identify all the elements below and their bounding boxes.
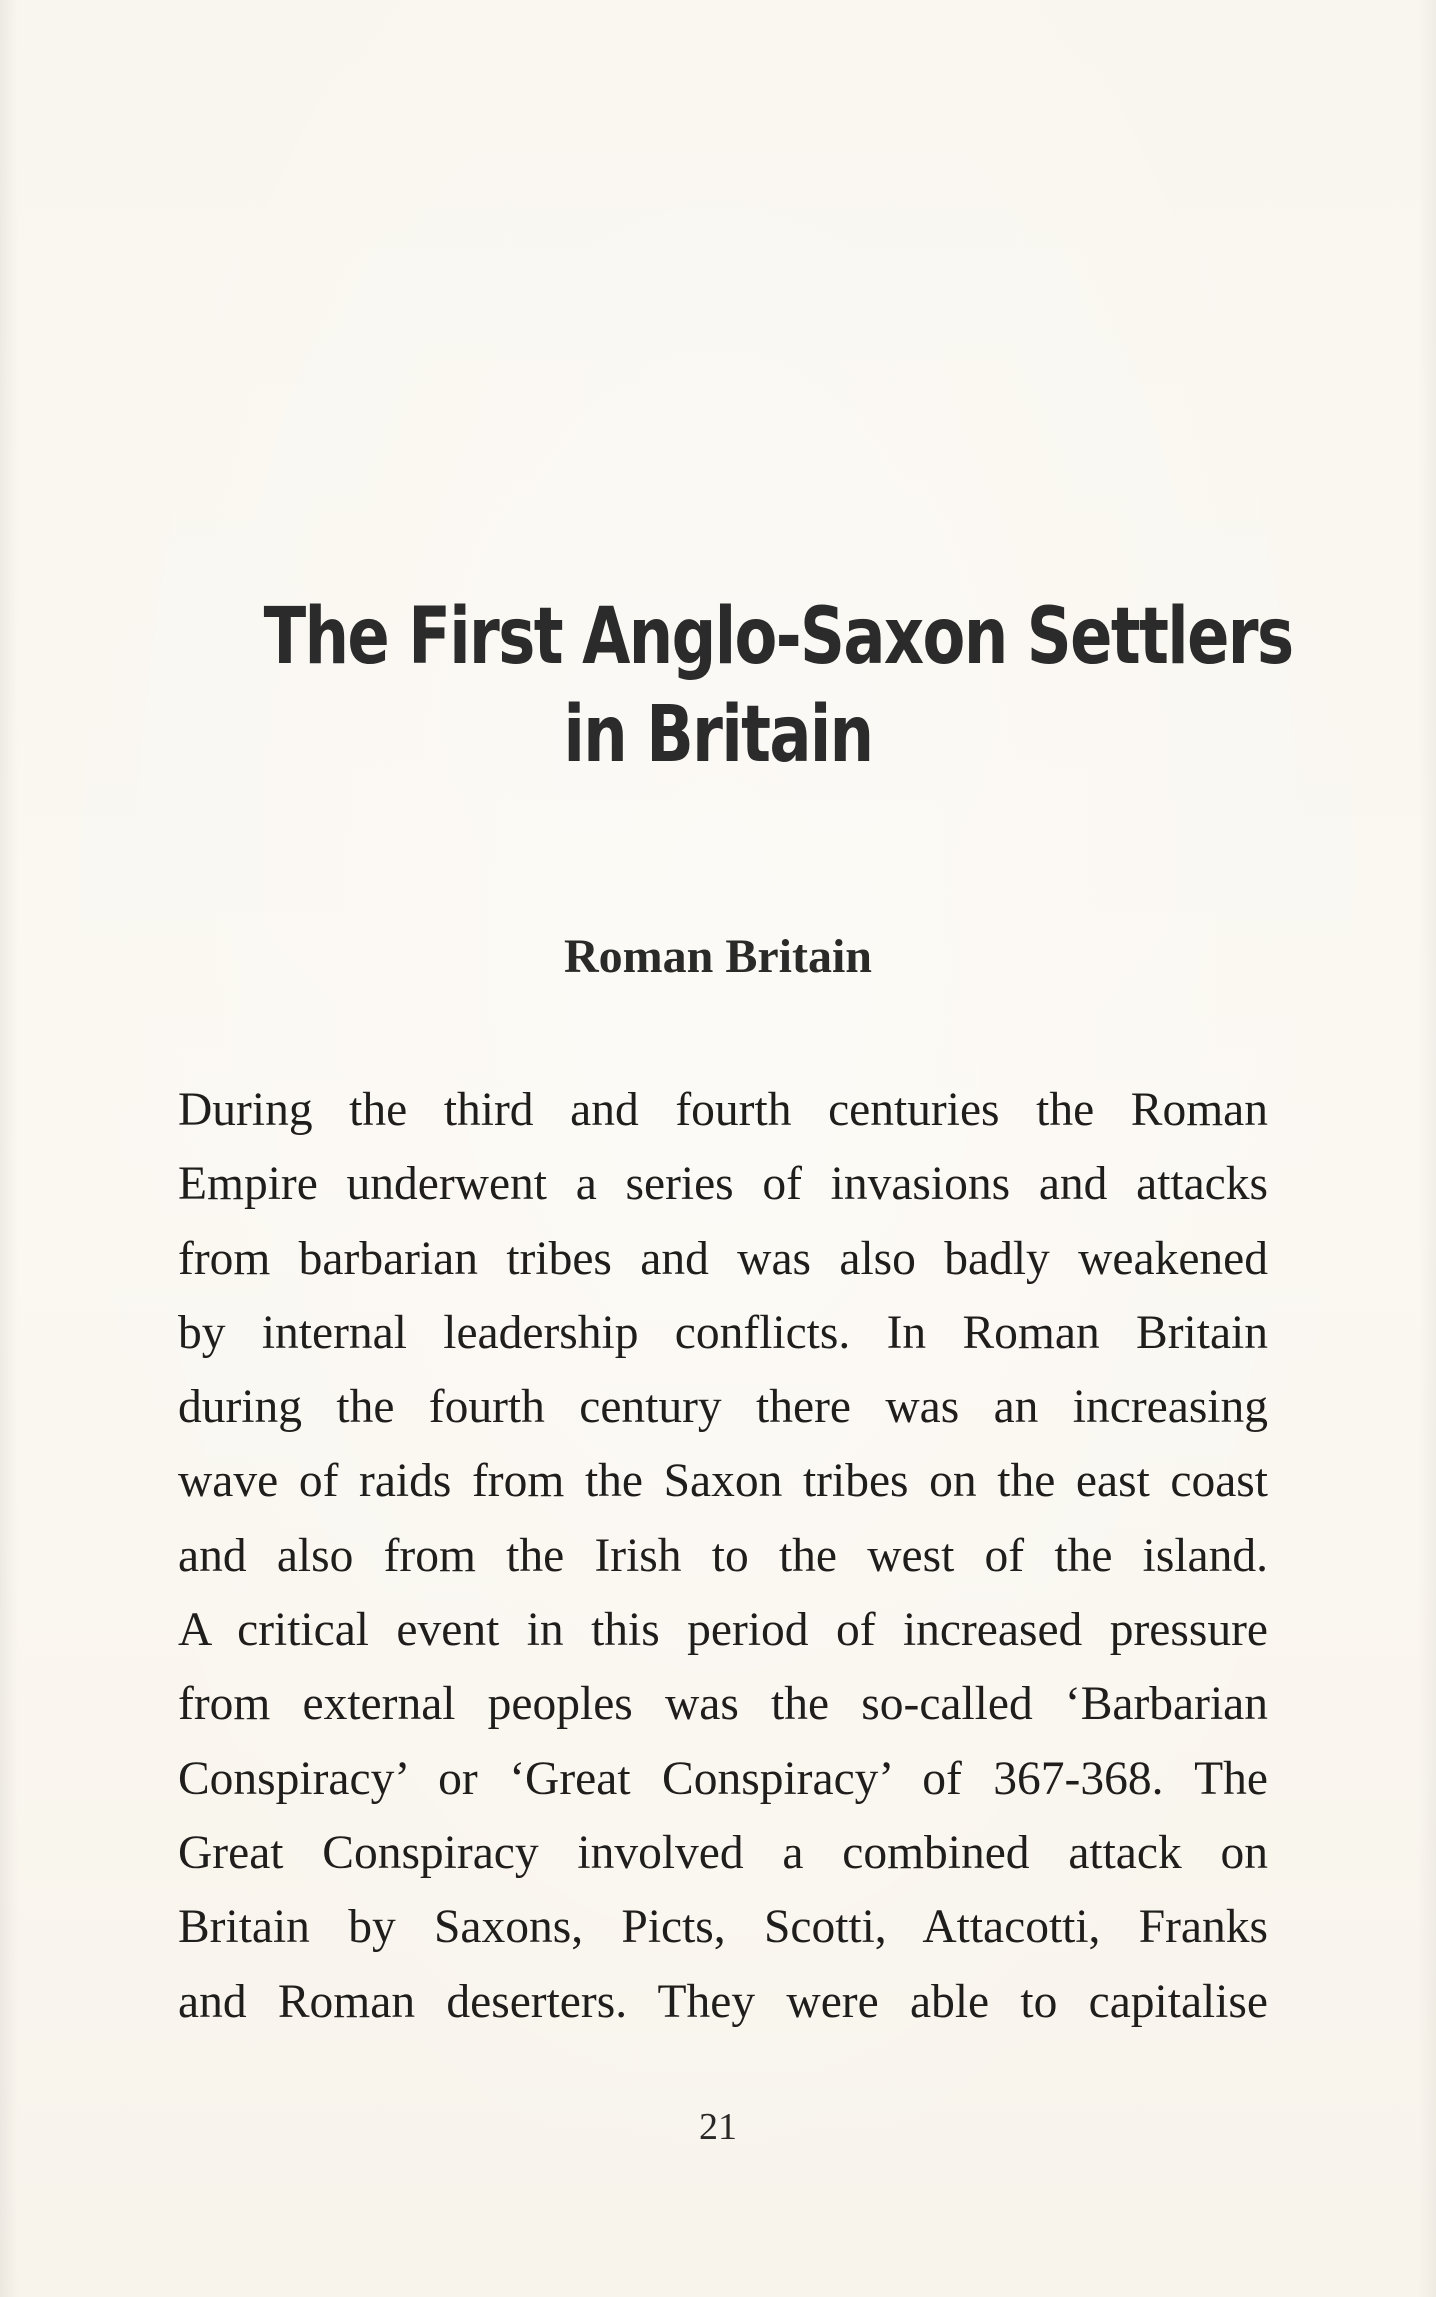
body-line: During the third and fourth centuries the Roman xyxy=(178,1084,1268,1136)
page-edge-shadow-right xyxy=(1418,0,1436,2297)
body-line: Empire underwent a series of invasions and attacks xyxy=(178,1158,1268,1211)
chapter-title xyxy=(263,588,1293,784)
chapter-title-line-1: The First Anglo-Saxon Settlers xyxy=(263,592,1293,682)
body-line: from external peoples was the so-called ‘Barbarian xyxy=(178,1678,1268,1731)
body-line: during the fourth century there was an increasing xyxy=(178,1381,1268,1434)
body-paragraph xyxy=(178,1073,1268,2039)
body-line: by internal leadership conflicts. In Roman Britain xyxy=(178,1306,1268,1359)
body-line: Britain by Saxons, Picts, Scotti, Attacotti, Franks xyxy=(178,1901,1268,1954)
body-line: Conspiracy’ or ‘Great Conspiracy’ of 367-368. The xyxy=(178,1752,1268,1805)
body-line: from barbarian tribes and was also badly weakened xyxy=(178,1232,1268,1285)
body-line: and Roman deserters. They were able to capitalise xyxy=(178,1975,1268,2028)
body-line: Great Conspiracy involved a combined attack on xyxy=(178,1826,1268,1879)
chapter-title-line-2: in Britain xyxy=(563,690,873,780)
section-heading: Roman Britain xyxy=(563,930,872,983)
page-number: 21 xyxy=(699,2106,737,2148)
page-edge-shadow-left xyxy=(0,0,18,2297)
body-line: A critical event in this period of increased pressure xyxy=(178,1604,1268,1657)
body-line: wave of raids from the Saxon tribes on the east coast xyxy=(178,1455,1268,1508)
body-line: and also from the Irish to the west of the island. xyxy=(178,1529,1268,1582)
